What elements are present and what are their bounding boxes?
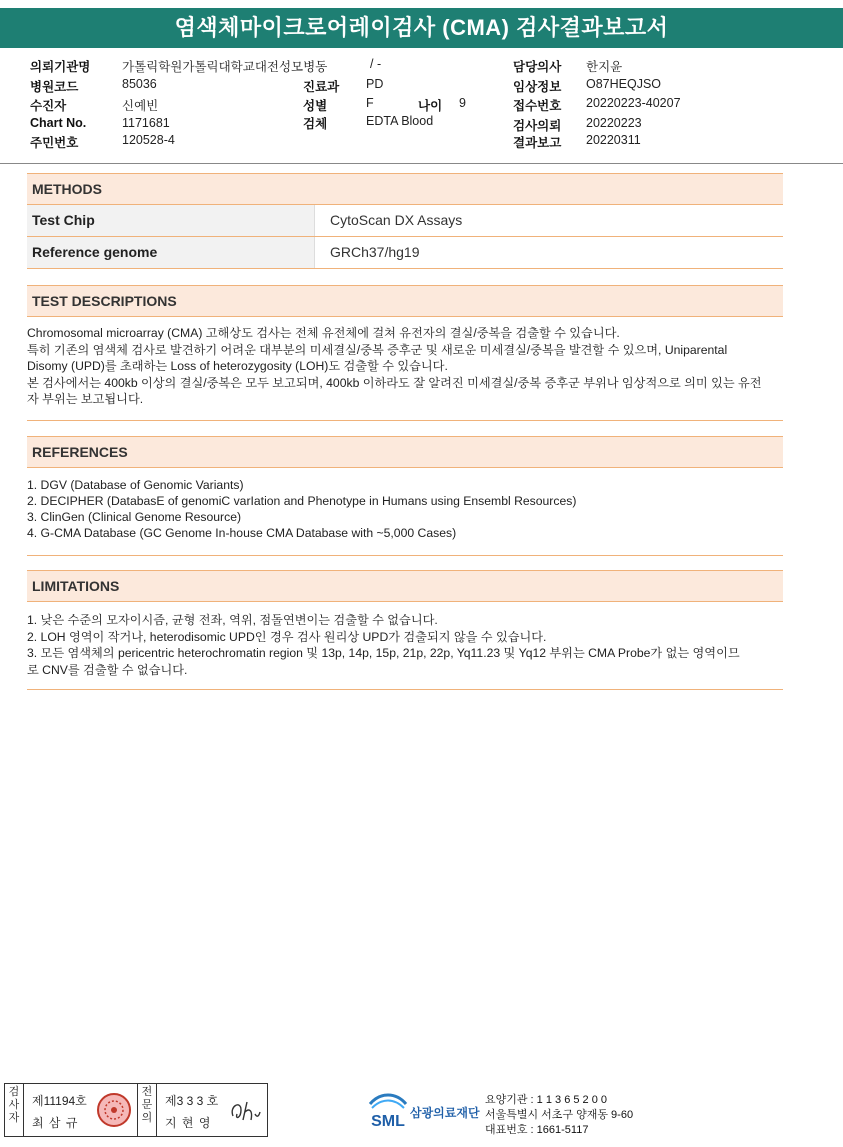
- report-date-value: 20220311: [586, 133, 641, 147]
- limitation-item: 3. 모든 염색체의 pericentric heterochromatin region 및 13p, 14p, 15p, 21p, 22p, Yq11.23 및 Yq12 부위는 CMA Probe가 없는 영역이므: [27, 646, 740, 660]
- methods-value: GRCh37/hg19: [330, 244, 420, 260]
- reference-item: 3. ClinGen (Clinical Genome Resource): [27, 510, 242, 524]
- request-org-label: 의뢰기관명: [30, 60, 91, 74]
- specialist-label: 전문의: [138, 1084, 157, 1136]
- references-heading: REFERENCES: [27, 436, 783, 468]
- hospital-code-label: 병원코드: [30, 80, 79, 94]
- report-date-label: 결과보고: [513, 136, 562, 150]
- examiner-label: 검사자: [5, 1084, 24, 1136]
- limitation-item: 2. LOH 영역이 작거나, heterodisomic UPD인 경우 검사 원리상 UPD가 검출되지 않을 수 있습니다.: [27, 629, 547, 644]
- section-divider: [27, 555, 783, 556]
- paragraph-line: 특히 기존의 염색체 검사로 발견하기 어려운 대부분의 미세결실/중복 증후군 및 새로운 미세결실/중복을 발견할 수 있으며, Uniparental: [27, 342, 728, 357]
- chart-value: 1171681: [122, 116, 170, 130]
- dept-label: 진료과: [303, 80, 340, 94]
- chart-label: Chart No.: [30, 116, 87, 130]
- test-descriptions-body: [27, 325, 783, 408]
- sex-label: 성별: [303, 99, 328, 113]
- doctor-label: 담당의사: [513, 60, 562, 74]
- methods-row-test-chip: [27, 205, 783, 237]
- clinical-value: O87HEQJSO: [586, 77, 662, 91]
- resident-value: 120528-4: [122, 133, 175, 147]
- methods-key: Test Chip: [27, 205, 315, 236]
- examiner-name: 최 삼 규: [32, 1116, 79, 1130]
- receipt-label: 접수번호: [513, 99, 562, 113]
- age-value: 9: [459, 96, 466, 110]
- examiner-license: 제11194호: [32, 1094, 87, 1108]
- signature-box: [4, 1083, 268, 1137]
- reference-item: 4. G-CMA Database (GC Genome In-house CMA Database with ~5,000 Cases): [27, 526, 457, 540]
- specimen-label: 검체: [303, 117, 328, 131]
- sex-value: F: [366, 96, 374, 110]
- paragraph-line: 자 부위는 보고됩니다.: [27, 392, 144, 406]
- paragraph-line: 본 검사에서는 400kb 이상의 결실/중복은 모두 보고되며, 400kb 이하라도 잘 알려진 미세결실/중복 증후군 부위나 임상적으로 의미 있는 유전: [27, 375, 762, 390]
- signature-icon: [227, 1094, 263, 1126]
- specialist-cell: [157, 1084, 267, 1136]
- resident-label: 주민번호: [30, 136, 79, 150]
- references-body: [27, 477, 783, 541]
- org-name: 삼광의료재단: [410, 1106, 480, 1120]
- request-date-label: 검사의뢰: [513, 119, 562, 133]
- specimen-value: EDTA Blood: [366, 114, 434, 128]
- methods-heading: METHODS: [27, 173, 783, 205]
- limitation-item: 로 CNV를 검출할 수 없습니다.: [27, 662, 188, 677]
- specialist-license: 제3 3 3 호: [165, 1094, 219, 1108]
- org-address: 서울특별시 서초구 양재동 9-60: [485, 1109, 634, 1121]
- header-divider: [0, 163, 843, 164]
- ward-value: / -: [370, 57, 382, 71]
- methods-key: Reference genome: [27, 237, 315, 268]
- sml-logo-icon: [366, 1090, 410, 1132]
- patient-value: 신예빈: [122, 99, 159, 113]
- limitations-body: [27, 612, 783, 678]
- limitations-heading: LIMITATIONS: [27, 570, 783, 602]
- reference-item: 1. DGV (Database of Genomic Variants): [27, 478, 244, 492]
- section-divider: [27, 420, 783, 421]
- methods-row-reference-genome: [27, 237, 783, 269]
- methods-value: CytoScan DX Assays: [330, 212, 463, 228]
- request-date-value: 20220223: [586, 116, 642, 130]
- section-divider: [27, 689, 783, 690]
- hospital-code-value: 85036: [122, 77, 157, 91]
- receipt-value: 20220223-40207: [586, 96, 681, 110]
- test-descriptions-heading: TEST DESCRIPTIONS: [27, 285, 783, 317]
- doctor-value: 한지윤: [586, 60, 623, 74]
- report-title: 염색체마이크로어레이검사 (CMA) 검사결과보고서: [0, 8, 843, 48]
- dept-value: PD: [366, 77, 384, 91]
- patient-label: 수진자: [30, 99, 67, 113]
- specialist-name: 지 현 영: [165, 1116, 212, 1130]
- examiner-cell: [24, 1084, 138, 1136]
- age-label: 나이: [418, 99, 443, 113]
- clinical-label: 임상정보: [513, 80, 562, 94]
- seal-icon: [96, 1092, 132, 1128]
- request-org-value: 가톨릭학원가톨릭대학교대전성모병동: [122, 60, 328, 74]
- org-code: 요양기관 : 1 1 3 6 5 2 0 0: [485, 1094, 608, 1106]
- org-phone: 대표번호 : 1661-5117: [485, 1124, 589, 1136]
- limitation-item: 1. 낮은 수준의 모자이시즘, 균형 전좌, 역위, 점돌연변이는 검출할 수 없습니다.: [27, 613, 438, 627]
- paragraph-line: Chromosomal microarray (CMA) 고해상도 검사는 전체 유전체에 걸쳐 유전자의 결실/중복을 검출할 수 있습니다.: [27, 326, 620, 340]
- paragraph-line: Disomy (UPD)를 초래하는 Loss of heterozygosity (LOH)도 검출할 수 있습니다.: [27, 359, 448, 373]
- logo-text: SML: [371, 1113, 405, 1130]
- reference-item: 2. DECIPHER (DatabasE of genomiC varIation and Phenotype in Humans using Ensembl Resources): [27, 494, 577, 508]
